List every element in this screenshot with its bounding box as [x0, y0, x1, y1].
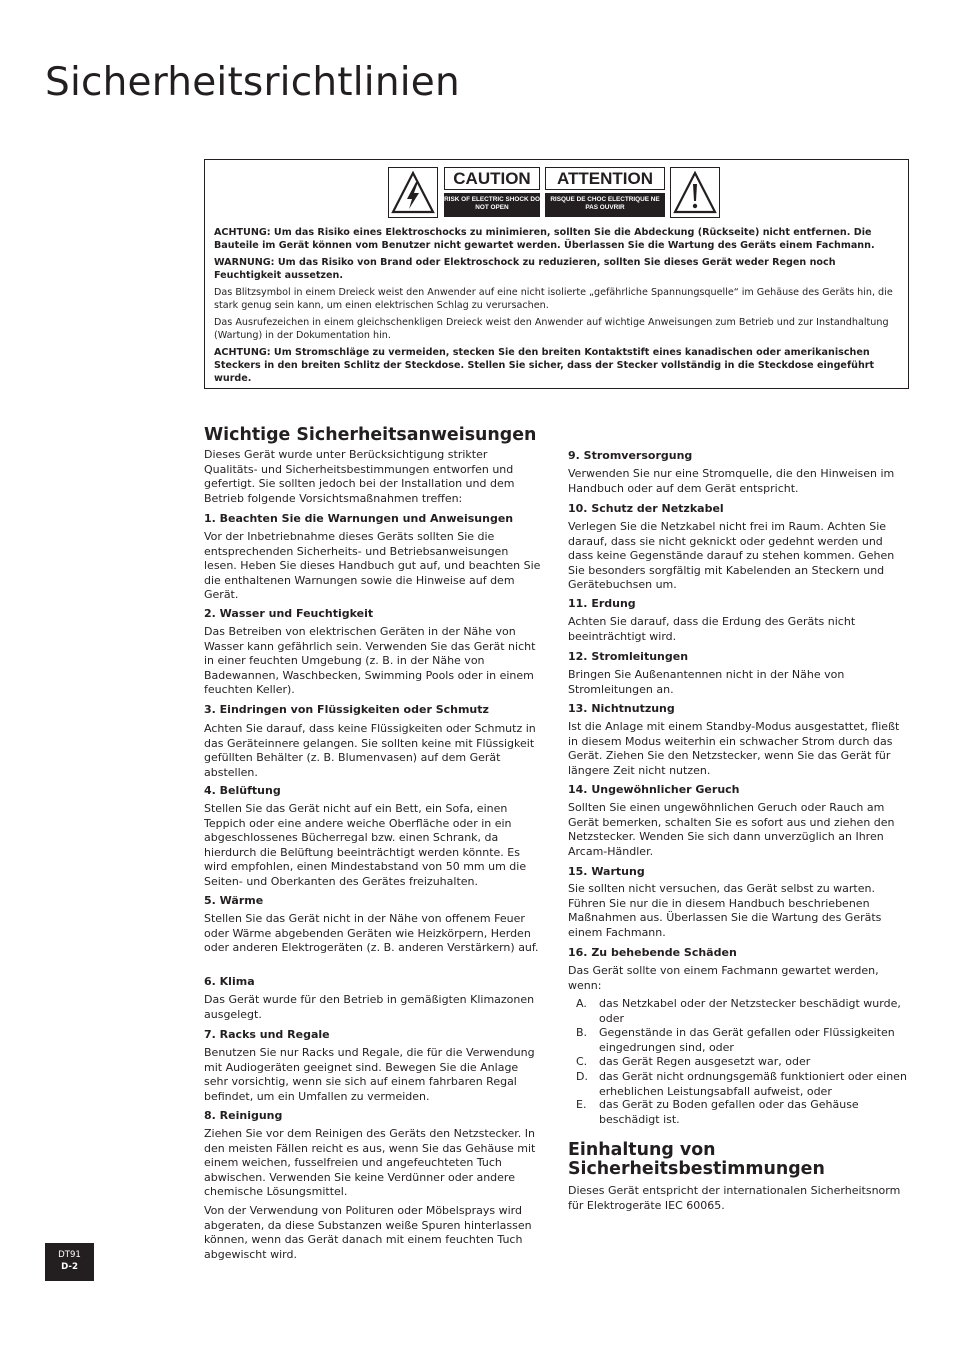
model-name: DT91	[58, 1250, 81, 1260]
section-text: Achten Sie darauf, dass die Erdung des Geräts nicht beeinträchtigt wird.	[568, 615, 856, 643]
section-title: 7. Racks und Regale	[204, 1028, 330, 1041]
section-title: 6. Klima	[204, 975, 255, 988]
list-letter: D.	[576, 1070, 588, 1083]
list-letter: A.	[576, 997, 587, 1010]
section-text: Vor der Inbetriebnahme dieses Geräts sollten Sie die entsprechenden Sicherheits- und Betriebsanweisungen lesen. Heben Sie dieses Handbuch gut auf, und beachten Sie die enthaltenen Warnungen sowie die Hinweise auf dem Gerät.	[204, 530, 541, 602]
page-number-badge	[45, 1243, 94, 1281]
attention-subtext: RISQUE DE CHOC ELECTRIQUE NE PAS OUVRIR	[545, 193, 665, 217]
caution-subtext: RISK OF ELECTRIC SHOCK DO NOT OPEN	[444, 193, 540, 217]
safety-warning-box	[204, 159, 909, 389]
section-title: 10. Schutz der Netzkabel	[568, 502, 724, 515]
attention-heading: ATTENTION	[545, 167, 665, 190]
section-title: 14. Ungewöhnlicher Geruch	[568, 783, 740, 796]
section-text: Verlegen Sie die Netzkabel nicht frei im Raum. Achten Sie darauf, dass sie nicht geknickt oder gedehnt werden und dass keine Gegenstände darauf zu stehen kommen. Gehen Sie besonders sorgfältig mit Kabelenden an Steckern und Gerätebuchsen um.	[568, 520, 895, 592]
page-title: Sicherheitsrichtlinien	[45, 60, 460, 105]
caution-heading: CAUTION	[444, 167, 540, 190]
section-title: 8. Reinigung	[204, 1109, 283, 1122]
section-text: Das Gerät sollte von einem Fachmann gewartet werden, wenn:	[568, 964, 879, 992]
exclamation-triangle-icon	[670, 167, 720, 218]
section-text: Ist die Anlage mit einem Standby-Modus ausgestattet, fließt in diesem Modus weiterhin ein schwacher Strom durch das Gerät. Ziehen Sie den Netzstecker, wenn Sie das Gerät für längere Zeit nicht nutzen.	[568, 720, 900, 777]
list-letter: E.	[576, 1098, 587, 1111]
list-text: das Gerät zu Boden gefallen oder das Gehäuse beschädigt ist.	[599, 1098, 859, 1126]
section-text: Das Gerät wurde für den Betrieb in gemäßigten Klimazonen ausgelegt.	[204, 993, 535, 1021]
section-title: 1. Beachten Sie die Warnungen und Anweisungen	[204, 512, 514, 525]
list-letter: C.	[576, 1055, 588, 1068]
section-title: 9. Stromversorgung	[568, 449, 693, 462]
list-text: das Netzkabel oder der Netzstecker beschädigt wurde, oder	[599, 997, 901, 1025]
section-text: Achten Sie darauf, dass keine Flüssigkeiten oder Schmutz in das Geräteinnere gelangen. Sie sollten keine mit Flüssigkeit gefüllten Behälter (z. B. Blumenvasen) auf dem Gerät abstellen.	[204, 722, 536, 779]
section-text: Verwenden Sie nur eine Stromquelle, die den Hinweisen im Handbuch oder auf dem Gerät entspricht.	[568, 467, 895, 495]
warning-symbols	[388, 167, 722, 219]
warning-paragraph: WARNUNG: Um das Risiko von Brand oder Elektroschock zu reduzieren, sollten Sie dieses Gerät weder Regen noch Feuchtigkeit aussetzen.	[214, 257, 836, 281]
section-title: 4. Belüftung	[204, 784, 281, 797]
section-title: 11. Erdung	[568, 597, 636, 610]
intro-text: Dieses Gerät wurde unter Berücksichtigung strikter Qualitäts- und Sicherheitsbestimmungen entworfen und gefertigt. Sie sollten jedoch bei der Installation und dem Betrieb folgende Vorsichtsmaßnahmen treffen:	[204, 448, 515, 505]
section-title: 5. Wärme	[204, 894, 264, 907]
section-text: Benutzen Sie nur Racks und Regale, die für die Verwendung mit Audiogeräten geeignet sind. Bewegen Sie die Anlage sehr vorsichtig, wenn sie sich auf einem fahrbaren Regal befindet, um ein Umfallen zu vermeiden.	[204, 1046, 535, 1103]
section-text: Von der Verwendung von Polituren oder Möbelsprays wird abgeraten, da diese Substanzen weiße Spuren hinterlassen können, wenn das Gerät danach mit einem feuchten Tuch abgewischt wird.	[204, 1204, 532, 1261]
section-heading: Wichtige Sicherheitsanweisungen	[204, 425, 537, 445]
warning-paragraph: ACHTUNG: Um das Risiko eines Elektroschocks zu minimieren, sollten Sie die Abdeckung (Rückseite) nicht entfernen. Die Bauteile im Gerät können vom Benutzer nicht gewartet werden. Überlassen Sie die Wartung des Geräts einem Fachmann.	[214, 227, 875, 251]
warning-paragraph: Das Blitzsymbol in einem Dreieck weist den Anwender auf eine nicht isolierte „gefährliche Spannungsquelle“ im Gehäuse des Geräts hin, die stark genug sein kann, um einen elektrischen Schlag zu verursachen.	[214, 287, 893, 311]
section-text: Ziehen Sie vor dem Reinigen des Geräts den Netzstecker. In den meisten Fällen reicht es aus, wenn Sie das Gehäuse mit einem weichen, fusselfreien und angefeuchteten Tuch abwischen. Verwenden Sie keine Verdünner oder andere chemische Lösungsmittel.	[204, 1127, 536, 1199]
section-text: Bringen Sie Außenantennen nicht in der Nähe von Stromleitungen an.	[568, 668, 845, 696]
section-title: 15. Wartung	[568, 865, 645, 878]
section-text: Stellen Sie das Gerät nicht auf ein Bett, ein Sofa, einen Teppich oder eine andere weiche Oberfläche oder in ein abgeschlossenes Bücherregal bzw. einen Schrank, da hierdurch die Belüftung beeinträchtigt werden könnte. Es wird empfohlen, einen Mindestabstand von 50 mm um die Seiten- und Oberkanten des Gerätes freizuhalten.	[204, 802, 527, 888]
list-text: Gegenstände in das Gerät gefallen oder Flüssigkeiten eingedrungen sind, oder	[599, 1026, 895, 1054]
warning-text	[214, 226, 904, 389]
attention-label	[545, 167, 665, 217]
section-text: Sollten Sie einen ungewöhnlichen Geruch oder Rauch am Gerät bemerken, schalten Sie es sofort aus und ziehen den Netzstecker. Wenden Sie sich dann unverzüglich an Ihren Arcam-Händler.	[568, 801, 895, 858]
list-text: das Gerät nicht ordnungsgemäß funktioniert oder einen erheblichen Leistungsabfall aufweist, oder	[599, 1070, 907, 1098]
section-text: Das Betreiben von elektrischen Geräten in der Nähe von Wasser kann gefährlich sein. Verwenden Sie das Gerät nicht in einer feuchten Umgebung (z. B. in der Nähe von Badewannen, Waschbecken, Swimming Pools oder in einem feuchten Keller).	[204, 625, 536, 697]
page-number: D-2	[61, 1262, 78, 1272]
section-heading: Einhaltung von Sicherheitsbestimmungen	[568, 1140, 825, 1179]
section-title: 3. Eindringen von Flüssigkeiten oder Schmutz	[204, 703, 489, 716]
section-title: 2. Wasser und Feuchtigkeit	[204, 607, 374, 620]
warning-paragraph: Das Ausrufezeichen in einem gleichschenkligen Dreieck weist den Anwender auf wichtige Anweisungen zum Betrieb und zur Instandhaltung (Wartung) in der Dokumentation hin.	[214, 317, 889, 341]
list-text: das Gerät Regen ausgesetzt war, oder	[599, 1055, 811, 1068]
compliance-text: Dieses Gerät entspricht der internationalen Sicherheitsnorm für Elektrogeräte IEC 60065.	[568, 1184, 901, 1212]
section-title: 13. Nichtnutzung	[568, 702, 675, 715]
section-title: 16. Zu behebende Schäden	[568, 946, 737, 959]
lightning-triangle-icon	[388, 167, 438, 218]
section-text: Stellen Sie das Gerät nicht in der Nähe von offenem Feuer oder Wärme abgebenden Geräten wie Heizkörpern, Herden oder anderen Elektrogeräten (z. B. anderen Verstärkern) auf.	[204, 912, 539, 955]
section-title: 12. Stromleitungen	[568, 650, 689, 663]
section-text: Sie sollten nicht versuchen, das Gerät selbst zu warten. Führen Sie nur die in diesem Handbuch beschriebenen Maßnahmen aus. Überlassen Sie die Wartung des Geräts einem Fachmann.	[568, 882, 882, 939]
warning-paragraph: ACHTUNG: Um Stromschläge zu vermeiden, stecken Sie den breiten Kontaktstift eines kanadischen oder amerikanischen Steckers in den breiten Schlitz der Steckdose. Stellen Sie sicher, dass der Stecker vollständig in die Steckdose eingeführt wurde.	[214, 347, 875, 384]
list-letter: B.	[576, 1026, 588, 1039]
caution-label	[444, 167, 540, 217]
